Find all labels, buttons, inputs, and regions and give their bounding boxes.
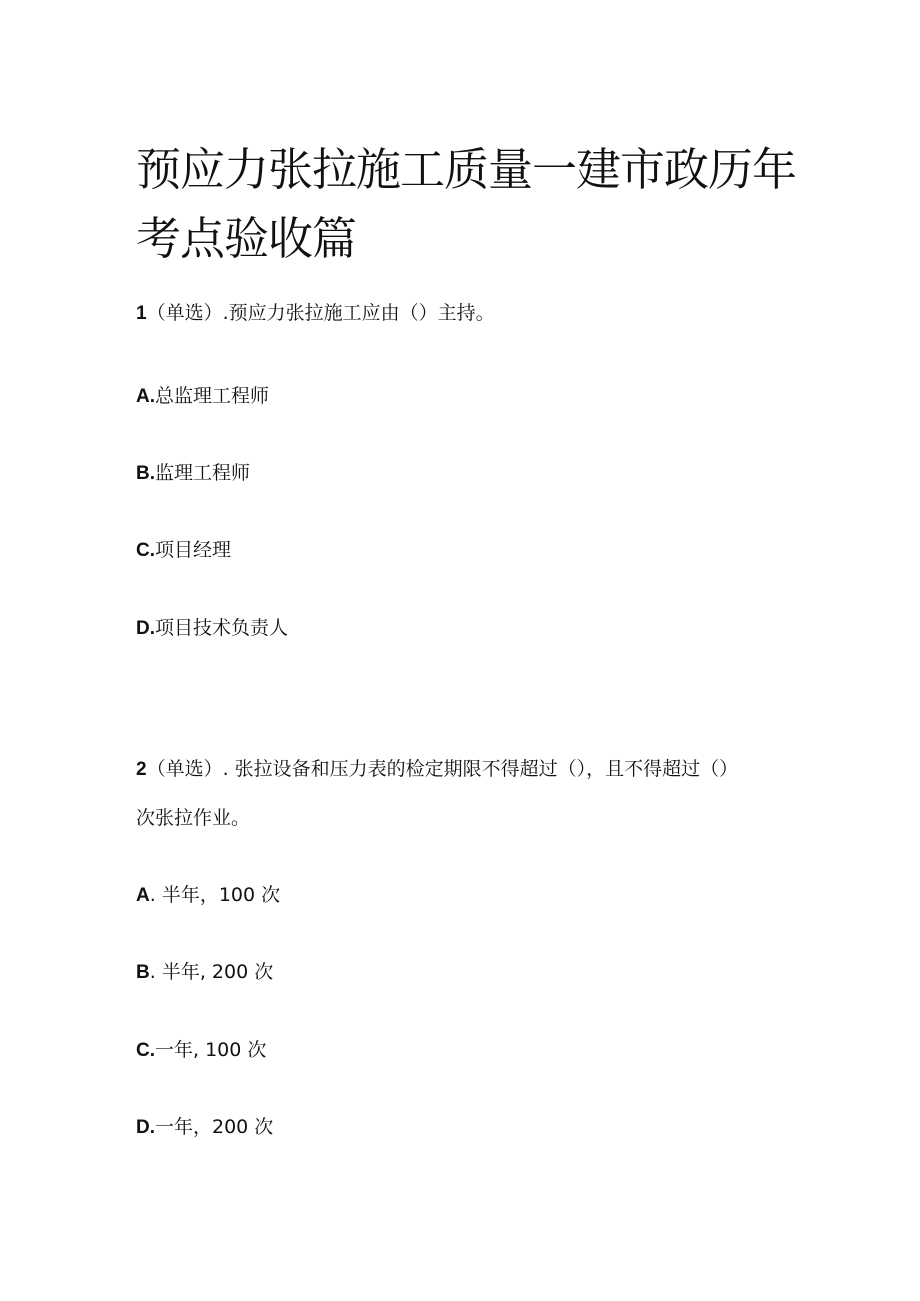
option-text: 总监理工程师 bbox=[155, 385, 270, 407]
option-letter: B. bbox=[136, 463, 155, 484]
question-1-option-b bbox=[136, 464, 250, 483]
option-letter: A. bbox=[136, 386, 155, 407]
option-text: 一年, 100 次 bbox=[155, 1039, 267, 1061]
option-letter: B bbox=[136, 962, 150, 983]
question-number: 2 bbox=[136, 759, 147, 780]
option-text: . 半年, 200 次 bbox=[149, 961, 274, 983]
option-text: 项目经理 bbox=[155, 539, 232, 561]
question-text: （单选）.预应力张拉施工应由（）主持。 bbox=[146, 302, 495, 324]
question-2-option-b bbox=[136, 963, 273, 982]
question-1-option-d bbox=[136, 619, 288, 638]
option-letter: D. bbox=[136, 618, 155, 639]
question-number: 1 bbox=[136, 303, 147, 324]
document-title-line-2: 考点验收篇 bbox=[136, 212, 357, 265]
question-1-option-c bbox=[136, 541, 231, 560]
question-2-stem bbox=[136, 760, 738, 779]
document-title-line-1: 预应力张拉施工质量一建市政历年 bbox=[136, 143, 797, 196]
option-letter: A bbox=[136, 885, 150, 906]
question-1-option-a bbox=[136, 387, 269, 406]
option-letter: C. bbox=[136, 1040, 155, 1061]
question-1-stem bbox=[136, 304, 495, 323]
option-text: 一年，200 次 bbox=[155, 1116, 274, 1138]
question-2-option-c bbox=[136, 1041, 266, 1060]
question-text: （单选）. 张拉设备和压力表的检定期限不得超过（），且不得超过（） bbox=[146, 758, 739, 780]
question-2-option-a bbox=[136, 886, 280, 905]
question-2-stem-continuation: 次张拉作业。 bbox=[136, 807, 251, 829]
option-text: 项目技术负责人 bbox=[155, 617, 289, 639]
option-text: . 半年，100 次 bbox=[149, 884, 281, 906]
option-text: 监理工程师 bbox=[155, 462, 251, 484]
option-letter: D. bbox=[136, 1117, 155, 1138]
option-letter: C. bbox=[136, 540, 155, 561]
question-2-option-d bbox=[136, 1118, 273, 1137]
